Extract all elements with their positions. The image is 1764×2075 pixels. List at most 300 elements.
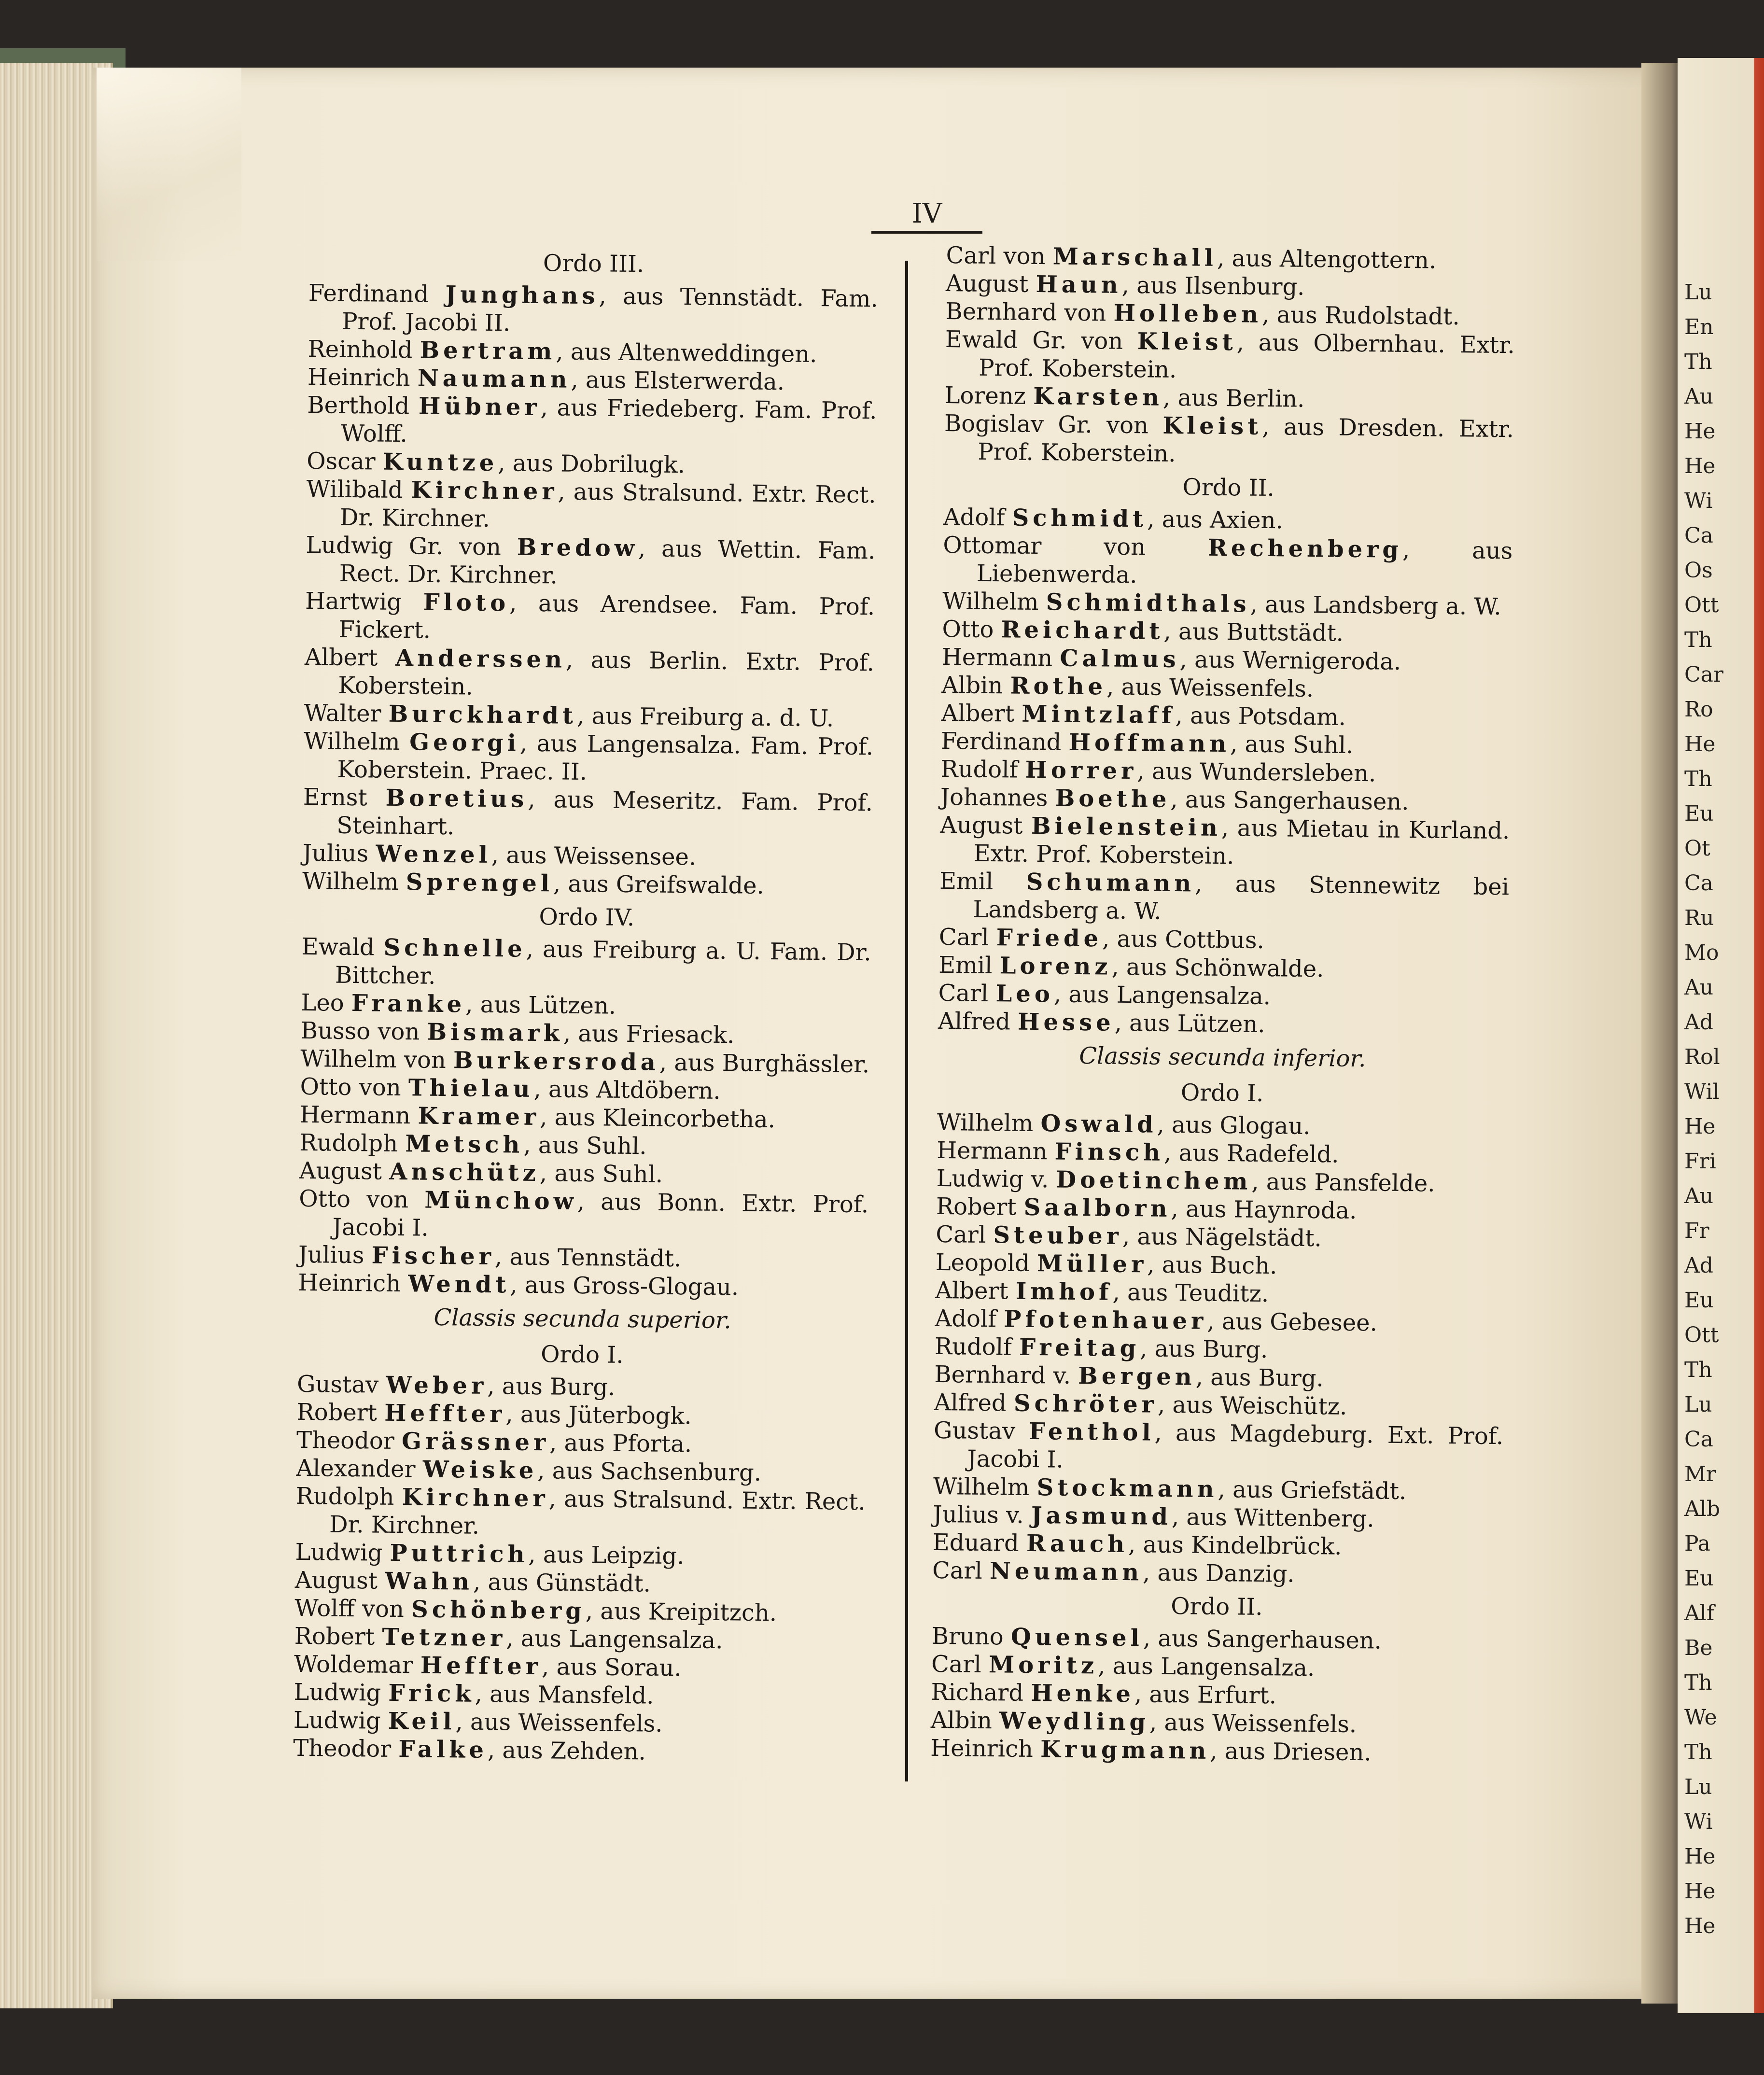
given-name: Hermann	[941, 643, 1060, 672]
entry-details: , aus Stralsund. Extr. Rect. Dr. Kirchner.	[339, 478, 876, 533]
surname: Wendt	[407, 1270, 510, 1299]
facing-page-fragment: Eu	[1684, 801, 1714, 826]
facing-page-fragment: Au	[1684, 975, 1714, 1000]
given-name: Alexander	[296, 1454, 423, 1483]
facing-page-fragment: Ru	[1684, 906, 1714, 930]
given-name: Wilhelm	[942, 587, 1047, 616]
entry-details: , aus Dresden. Extr. Prof. Koberstein.	[978, 413, 1514, 468]
surname: Doetinchem	[1056, 1166, 1252, 1195]
surname: Kirchner	[402, 1484, 549, 1513]
entry-details: , aus Cottbus.	[1102, 925, 1265, 954]
entry-details: , aus Buch.	[1147, 1251, 1277, 1280]
given-name: Albin	[941, 671, 1010, 700]
given-name: Heinrich	[930, 1734, 1041, 1763]
given-name: Ottomar von	[943, 531, 1208, 561]
entry-details: , aus Freiburg a. d. U.	[576, 702, 834, 732]
facing-page-fragment: Lu	[1684, 280, 1712, 305]
surname: Tetzner	[382, 1623, 506, 1652]
student-entry	[305, 587, 875, 649]
surname: Oswald	[1040, 1110, 1157, 1138]
given-name: Emil	[939, 867, 1027, 896]
header-rule	[871, 231, 982, 234]
facing-page-fragment: Ot	[1684, 836, 1710, 861]
surname: Bertram	[420, 336, 556, 365]
given-name: Otto	[942, 615, 1001, 644]
entry-details: , aus Jüterbogk.	[505, 1401, 692, 1430]
given-name: Adolf	[943, 503, 1012, 532]
entry-details: , aus Altenweddingen.	[556, 338, 817, 368]
entry-details: , aus Mietau in Kurland. Extr. Prof. Koberstein.	[973, 814, 1510, 870]
facing-page-edge	[1678, 58, 1764, 2013]
student-entry	[939, 867, 1509, 929]
given-name: Reinhold	[308, 335, 420, 364]
given-name: Robert	[936, 1192, 1024, 1221]
student-entry	[302, 867, 872, 901]
given-name: Carl von	[946, 241, 1053, 270]
entry-details: , aus Weischütz.	[1157, 1391, 1347, 1420]
surname: Reichardt	[1001, 616, 1164, 645]
facing-page-fragment: En	[1684, 315, 1714, 339]
entry-details: , aus Stralsund. Extr. Rect. Dr. Kirchner.	[329, 1485, 866, 1540]
student-entry	[945, 325, 1515, 387]
entry-details: , aus Kindelbrück.	[1128, 1531, 1342, 1560]
facing-page-fragment: Ca	[1684, 1427, 1713, 1452]
given-name: Albert	[941, 699, 1022, 728]
facing-page-fragment: He	[1684, 1844, 1716, 1869]
entry-details: , aus Tennstädt. Fam. Prof. Jacobi II.	[341, 282, 879, 337]
surname: Steuber	[993, 1221, 1123, 1250]
facing-page-fragment: He	[1684, 1914, 1716, 1938]
surname: Weber	[386, 1371, 488, 1400]
facing-page-fragment: Mr	[1684, 1462, 1717, 1486]
entry-details: , aus Weissenfels.	[1106, 673, 1314, 703]
surname: Naumann	[417, 365, 571, 393]
given-name: Otto von	[298, 1185, 425, 1214]
student-entry	[304, 643, 874, 705]
surname: Jasmund	[1031, 1501, 1172, 1531]
entry-details: , aus Sorau.	[541, 1653, 682, 1682]
surname: Bredow	[517, 533, 639, 562]
right-column	[930, 241, 1516, 1768]
entry-details: , aus Leipzig.	[528, 1541, 685, 1570]
given-name: Albert	[935, 1276, 1016, 1305]
facing-page-fragment: Ad	[1684, 1253, 1713, 1278]
surname: Fenthol	[1029, 1417, 1155, 1446]
entry-details: , aus Teuditz.	[1112, 1278, 1269, 1308]
student-entry	[930, 1734, 1500, 1768]
entry-details: , aus Potsdam.	[1175, 702, 1346, 731]
facing-page-fragment: Mo	[1684, 940, 1719, 965]
given-name: Ludwig v.	[936, 1164, 1056, 1193]
student-entry	[938, 1007, 1508, 1041]
surname: Hoffmann	[1068, 729, 1231, 758]
given-name: Rudolph	[299, 1129, 406, 1158]
surname: Henke	[1031, 1680, 1135, 1708]
given-name: Wolff von	[294, 1594, 412, 1623]
entry-details: , aus Pansfelde.	[1251, 1168, 1435, 1197]
entry-details: , aus Burg.	[487, 1372, 616, 1401]
facing-page-fragment: He	[1684, 1879, 1716, 1904]
surname: Freitag	[1019, 1333, 1140, 1362]
student-entry	[293, 1734, 863, 1768]
entry-details: , aus Griefstädt.	[1218, 1476, 1407, 1505]
given-name: Wilhelm	[937, 1108, 1041, 1137]
student-entry	[308, 279, 878, 341]
facing-page-fragment: Ca	[1684, 871, 1713, 896]
entry-details: , aus Friesack.	[563, 1020, 735, 1049]
entry-details: , aus Driesen.	[1210, 1737, 1372, 1767]
entry-details: , aus Berlin.	[1162, 384, 1305, 413]
surname: Bielenstein	[1031, 812, 1222, 842]
surname: Keil	[388, 1707, 456, 1736]
page-corner-fold	[97, 68, 241, 261]
ordo-heading: Ordo I.	[1180, 1079, 1264, 1107]
entry-details: , aus Elsterwerda.	[571, 366, 785, 396]
given-name: Alfred	[934, 1388, 1014, 1417]
facing-page-fragment: Au	[1684, 384, 1714, 409]
given-name: August	[294, 1566, 385, 1595]
given-name: Ferdinand	[940, 727, 1069, 756]
facing-page-fragment: Lu	[1684, 1392, 1712, 1417]
entry-details: , aus Tennstädt.	[494, 1243, 682, 1273]
surname: Schmidthals	[1046, 589, 1250, 618]
facing-page-fragment: Be	[1684, 1636, 1713, 1660]
student-entry	[298, 1269, 868, 1303]
surname: Moritz	[988, 1651, 1098, 1680]
given-name: Bruno	[931, 1622, 1011, 1651]
surname: Sprengel	[406, 869, 554, 897]
entry-details: , aus Glogau.	[1157, 1111, 1311, 1140]
facing-page-fragment: Th	[1684, 350, 1712, 374]
facing-page-fragment: Car	[1684, 662, 1723, 687]
entry-details: , aus Suhl.	[523, 1131, 647, 1160]
facing-page-fragment: He	[1684, 732, 1716, 757]
given-name: Johannes	[940, 783, 1056, 812]
given-name: Ludwig	[295, 1538, 390, 1567]
surname: Heffter	[420, 1652, 542, 1681]
facing-page-fragment: Lu	[1684, 1775, 1712, 1799]
surname: Mintzlaff	[1022, 700, 1176, 729]
entry-details: , aus Buttstädt.	[1163, 617, 1344, 647]
facing-page-fragment: Ott	[1684, 593, 1719, 617]
given-name: Hermann	[299, 1101, 418, 1130]
entry-details: , aus Suhl.	[539, 1160, 663, 1188]
surname: Friede	[996, 924, 1103, 953]
entry-details: , aus Schönwalde.	[1111, 953, 1324, 983]
entry-details: , aus Freiburg a. U. Fam. Dr. Bittcher.	[335, 935, 871, 990]
entry-details: , aus Pforta.	[549, 1429, 692, 1458]
entry-details: , aus Berlin. Extr. Prof. Koberstein.	[338, 646, 875, 701]
facing-page-fragment: Wil	[1684, 1080, 1720, 1104]
given-name: Emil	[938, 951, 1000, 980]
given-name: Leo	[301, 989, 352, 1017]
surname: Boretius	[385, 784, 528, 813]
facing-page-fragment: Eu	[1684, 1566, 1714, 1591]
student-entry	[932, 1556, 1502, 1590]
given-name: Leopold	[935, 1248, 1037, 1277]
given-name: Gustav	[933, 1416, 1029, 1445]
given-name: Wilhelm	[933, 1472, 1037, 1501]
surname: Floto	[423, 589, 510, 617]
surname: Burckhardt	[388, 700, 577, 729]
column-divider	[905, 261, 908, 1781]
entry-details: , aus Friedeberg. Fam. Prof. Wolff.	[340, 394, 877, 448]
entry-details: , aus Mansfeld.	[475, 1680, 654, 1710]
given-name: August	[940, 811, 1032, 840]
surname: Fischer	[371, 1242, 495, 1271]
surname: Kleist	[1162, 412, 1262, 440]
entry-details: , aus Burghässler.	[659, 1049, 870, 1079]
facing-page-fragment: Os	[1684, 558, 1713, 583]
entry-details: , aus Sangerhausen.	[1143, 1625, 1382, 1654]
given-name: Otto von	[300, 1073, 409, 1102]
given-name: Bernhard von	[945, 297, 1114, 327]
surname: Rothe	[1010, 672, 1107, 701]
entry-details: , aus Burg.	[1139, 1335, 1268, 1364]
ordo-heading: Ordo III.	[543, 250, 644, 278]
student-entry	[306, 475, 876, 537]
given-name: Bernhard v.	[934, 1360, 1078, 1389]
surname: Stockmann	[1036, 1474, 1218, 1503]
given-name: Gustav	[296, 1370, 386, 1399]
surname: Georgi	[409, 729, 520, 757]
given-name: Ewald	[301, 933, 384, 961]
given-name: Berthold	[307, 391, 419, 420]
facing-page-fragment: Ad	[1684, 1010, 1713, 1035]
surname: Falke	[398, 1736, 488, 1764]
surname: Haun	[1036, 270, 1122, 299]
surname: Rauch	[1026, 1529, 1129, 1558]
given-name: Rudolf	[940, 755, 1025, 784]
entry-details: , aus Langensalza.	[506, 1625, 723, 1654]
surname: Franke	[351, 990, 466, 1018]
entry-details: , aus Dobrilugk.	[498, 449, 686, 479]
given-name: Hartwig	[305, 587, 423, 616]
given-name: Carl	[938, 923, 997, 952]
given-name: Alfred	[938, 1007, 1018, 1036]
student-entry	[933, 1416, 1503, 1478]
facing-page-fragment: Wi	[1684, 489, 1713, 513]
entry-details: , aus Lützen.	[1114, 1009, 1265, 1038]
surname: Kirchner	[411, 477, 558, 505]
surname: Bismark	[427, 1018, 564, 1047]
ordo-heading: Ordo I.	[540, 1341, 624, 1369]
entry-details: , aus Weissensee.	[491, 841, 697, 871]
surname: Schumann	[1026, 868, 1195, 897]
given-name: Theodor	[296, 1426, 402, 1455]
surname: Horrer	[1025, 756, 1137, 785]
facing-page-fragment: Fri	[1684, 1149, 1716, 1174]
surname: Wahn	[385, 1567, 474, 1596]
entry-details: , aus Altdöbern.	[533, 1075, 721, 1105]
facing-page-fragment: Eu	[1684, 1288, 1714, 1313]
facing-page-fragment: Th	[1684, 1670, 1712, 1695]
surname: Anderssen	[395, 644, 566, 673]
entry-details: , aus Gebesee.	[1207, 1307, 1378, 1337]
ordo-heading: Ordo IV.	[539, 903, 635, 932]
entry-details: , aus Danzig.	[1142, 1559, 1295, 1588]
surname: Holleben	[1113, 299, 1262, 328]
entry-details: , aus Wettin. Fam. Rect. Dr. Kirchner.	[339, 535, 876, 589]
entry-details: , aus Kleincorbetha.	[539, 1104, 776, 1134]
surname: Anschütz	[389, 1158, 540, 1187]
entry-details: , aus Greifswalde.	[553, 870, 765, 899]
given-name: Ewald Gr. von	[945, 325, 1138, 355]
facing-page-fragment: He	[1684, 454, 1716, 478]
student-entry	[301, 933, 871, 995]
given-name: Wilhelm	[302, 867, 406, 896]
entry-details: , aus Radefeld.	[1163, 1139, 1339, 1168]
given-name: Theodor	[293, 1734, 399, 1763]
student-entry	[944, 409, 1514, 471]
surname: Wenzel	[376, 840, 492, 869]
surname: Boethe	[1055, 785, 1171, 813]
given-name: Rudolph	[295, 1482, 402, 1511]
surname: Karsten	[1033, 382, 1163, 411]
surname: Calmus	[1060, 645, 1180, 673]
entry-details: , aus Ilsenburg.	[1121, 271, 1305, 301]
surname: Frick	[388, 1679, 475, 1708]
student-entry	[303, 727, 873, 789]
given-name: Lorenz	[944, 381, 1034, 410]
facing-page-fragment: He	[1684, 1114, 1716, 1139]
given-name: Adolf	[935, 1304, 1004, 1333]
surname: Grässner	[401, 1428, 550, 1457]
given-name: Heinrich	[307, 363, 418, 392]
facing-page-fragment: Th	[1684, 628, 1712, 652]
given-name: Robert	[294, 1622, 382, 1651]
surname: Weiske	[422, 1456, 538, 1485]
entry-details: , aus Wundersleben.	[1137, 757, 1376, 787]
entry-details: , aus Langensalza.	[1053, 981, 1271, 1010]
ordo-heading: Ordo II.	[1170, 1593, 1263, 1621]
facing-page-fragment: Ro	[1684, 697, 1713, 722]
given-name: Rudolf	[934, 1332, 1020, 1361]
given-name: Woldemar	[294, 1650, 421, 1679]
surname: Kramer	[418, 1102, 540, 1131]
given-name: Walter	[304, 699, 389, 728]
student-entry	[298, 1185, 868, 1247]
given-name: Carl	[932, 1556, 990, 1585]
entry-details: , aus Magdeburg. Ext. Prof. Jacobi I.	[967, 1419, 1504, 1473]
facing-page-fragment: Alb	[1684, 1497, 1721, 1521]
entry-details: , aus Stennewitz bei Landsberg a. W.	[973, 870, 1510, 925]
entry-details: , aus Liebenwerda.	[976, 536, 1513, 589]
given-name: Julius	[298, 1241, 372, 1269]
surname: Marschall	[1052, 243, 1218, 272]
surname: Bergen	[1078, 1362, 1196, 1391]
given-name: Eduard	[932, 1528, 1027, 1557]
surname: Hübner	[418, 393, 541, 421]
student-entry	[306, 531, 876, 593]
entry-details: , aus Nägelstädt.	[1122, 1222, 1322, 1252]
surname: Schnelle	[383, 934, 527, 963]
facing-page-fragment: Th	[1684, 1740, 1712, 1765]
ordo-heading: Ordo II.	[1182, 474, 1275, 502]
surname: Rechenberg	[1207, 534, 1403, 563]
facing-page-fragment: Th	[1684, 767, 1712, 791]
entry-details: , aus Weissenfels.	[455, 1708, 663, 1738]
given-name: Wilhelm von	[300, 1045, 454, 1074]
entry-details: , aus Arendsee. Fam. Prof. Fickert.	[338, 589, 875, 644]
given-name: Robert	[296, 1398, 385, 1427]
surname: Kleist	[1137, 328, 1237, 356]
given-name: Hermann	[936, 1136, 1055, 1165]
surname: Weydling	[999, 1707, 1150, 1736]
surname: Junghans	[445, 280, 599, 310]
surname: Schmidt	[1012, 504, 1148, 533]
given-name: August	[945, 269, 1036, 298]
given-name: Ernst	[303, 783, 386, 812]
surname: Kuntze	[382, 448, 498, 477]
given-name: Albin	[930, 1706, 1000, 1735]
given-name: Ludwig	[293, 1706, 389, 1735]
student-entry	[943, 531, 1513, 593]
surname: Münchow	[424, 1186, 578, 1215]
surname: Quensel	[1010, 1623, 1144, 1652]
student-entry	[295, 1482, 866, 1544]
given-name: Carl	[936, 1220, 994, 1249]
entry-details: , aus Sachsenburg.	[537, 1457, 762, 1486]
student-entry	[307, 391, 877, 453]
entry-details: , aus Wittenberg.	[1171, 1503, 1374, 1533]
surname: Finsch	[1054, 1138, 1164, 1166]
surname: Lorenz	[999, 952, 1112, 981]
given-name: Heinrich	[298, 1269, 408, 1298]
entry-details: , aus Langensalza. Fam. Prof. Koberstein. Praec. II.	[337, 729, 874, 786]
entry-details: , aus Weissenfels.	[1149, 1709, 1357, 1739]
entry-details: , aus Bonn. Extr. Prof. Jacobi I.	[332, 1188, 869, 1242]
entry-details: , aus Altengottern.	[1217, 244, 1437, 274]
entry-details: , aus Suhl.	[1230, 730, 1354, 759]
given-name: Ferdinand	[308, 279, 446, 308]
entry-details: , aus Gross-Glogau.	[510, 1271, 739, 1301]
entry-details: , aus Axien.	[1147, 505, 1284, 534]
surname: Metsch	[405, 1130, 524, 1159]
given-name: Richard	[931, 1678, 1031, 1707]
surname: Thielau	[408, 1074, 534, 1103]
given-name: Julius	[302, 839, 376, 868]
given-name: Ludwig	[294, 1678, 389, 1707]
facing-page-fragment: Ca	[1684, 523, 1713, 548]
facing-page-fragment: We	[1684, 1705, 1717, 1730]
surname: Burkersroda	[453, 1047, 660, 1076]
given-name: Wilhelm	[303, 727, 410, 756]
page-number: IV	[911, 198, 942, 229]
surname: Schönberg	[411, 1596, 586, 1625]
given-name: Busso von	[300, 1017, 427, 1046]
facing-page-fragment: Au	[1684, 1184, 1714, 1208]
entry-details: , aus Rudolstadt.	[1261, 301, 1460, 331]
student-entry	[939, 811, 1510, 873]
facing-page-fragment: Th	[1684, 1358, 1712, 1382]
entry-details: , aus Kreipitzch.	[585, 1598, 777, 1627]
given-name: Wilibald	[306, 475, 411, 504]
entry-details: , aus Sangerhausen.	[1170, 785, 1409, 816]
facing-page-fragment: Wi	[1684, 1809, 1713, 1834]
entry-details: , aus Landsberg a. W.	[1250, 590, 1501, 621]
facing-page-fragment: Alf	[1684, 1601, 1715, 1626]
surname: Müller	[1036, 1250, 1148, 1278]
entry-details: , aus Wernigeroda.	[1179, 646, 1401, 675]
entry-details: , aus Langensalza.	[1097, 1652, 1315, 1682]
given-name: Carl	[931, 1650, 989, 1679]
given-name: August	[299, 1157, 390, 1185]
entry-details: , aus Haynroda.	[1171, 1195, 1357, 1225]
given-name: Oscar	[306, 447, 383, 476]
facing-page-fragment: Fr	[1684, 1219, 1709, 1243]
facing-page-fragment: He	[1684, 419, 1716, 444]
